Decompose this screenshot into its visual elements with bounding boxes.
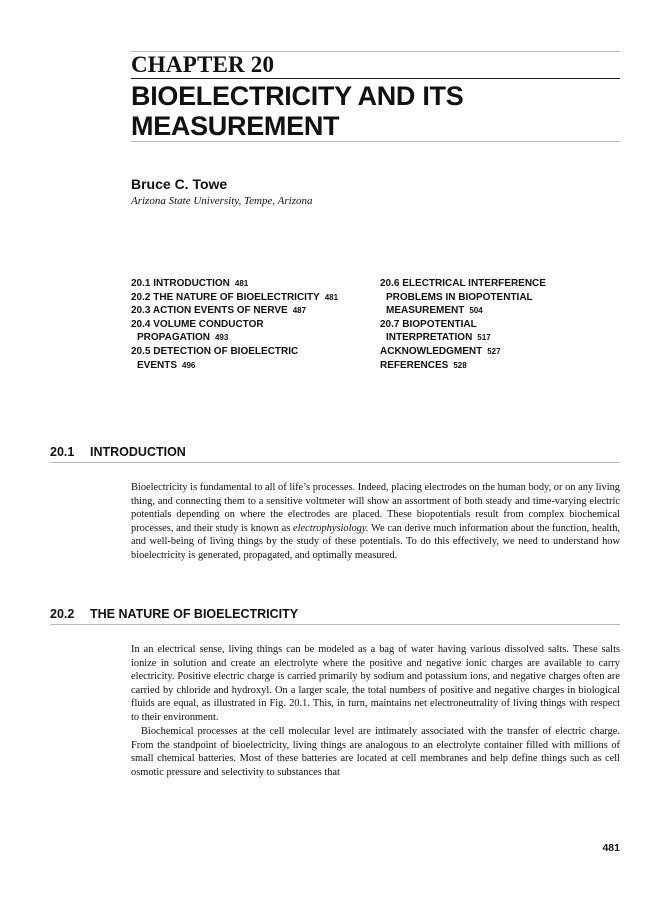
toc-left-column <box>131 277 371 372</box>
nature-paragraph-1: In an electrical sense, living things can be modeled as a bag of water having various dissolved salts. These salts ionize in solution and create an electrolyte where the positive and negative ionic charges are available to carry electricity. Positive electric charge is carried primarily by sodium and potassium ions, and negative charges often are carried by chloride and hydroxyl. On a larger scale, the total numbers of positive and negative charges in biological fluids are equal, as illustrated in Fig. 20.1. This, in turn, maintains net electroneutrality of living things with respect to their environment. <box>131 644 620 723</box>
section-title: THE NATURE OF BIOELECTRICITY <box>90 607 299 621</box>
toc-cont-text: EVENTS <box>137 359 178 371</box>
toc-page: 528 <box>453 360 467 370</box>
toc-page: 481 <box>234 279 249 288</box>
section-number: 20.2 <box>50 607 75 621</box>
toc-cont-text: MEASUREMENT <box>386 305 465 317</box>
toc-page: 487 <box>292 306 307 316</box>
toc-label: 20.2 THE NATURE OF BIOELECTRICITY <box>131 291 320 303</box>
toc-entry[interactable] <box>131 345 371 372</box>
toc-entry[interactable] <box>380 345 620 359</box>
toc-page: 527 <box>487 346 501 356</box>
toc-label: 20.4 VOLUME CONDUCTOR <box>131 318 264 330</box>
section-heading-introduction <box>50 445 620 463</box>
toc-label: 20.7 BIOPOTENTIAL <box>380 318 477 330</box>
toc-cont-text: PROPAGATION <box>137 332 210 344</box>
chapter-title-line-2: MEASUREMENT <box>131 111 340 141</box>
introduction-paragraph <box>131 481 620 563</box>
toc-entry[interactable] <box>131 304 371 318</box>
title-bottom-rule <box>131 141 620 142</box>
toc-page: 517 <box>477 333 491 343</box>
toc-entry[interactable] <box>131 318 371 345</box>
toc-entry[interactable] <box>380 359 620 373</box>
paragraph-text: We can derive much information about the function, health, and well-being of living things by the study of these potentials. To do this effectively, we need to understand how bioelectricity is generated, propagated, and optimally measured. <box>131 522 621 561</box>
toc-label: REFERENCES <box>380 359 449 371</box>
toc-entry[interactable] <box>380 318 620 345</box>
toc-label: 20.6 ELECTRICAL INTERFERENCE <box>380 278 546 289</box>
toc-page: 504 <box>469 306 483 316</box>
toc-label-continued <box>380 304 620 318</box>
toc-cont-text: INTERPRETATION <box>386 332 473 344</box>
toc-page: 496 <box>182 360 196 370</box>
toc-label-continued: PROBLEMS IN BIOPOTENTIAL <box>386 291 533 303</box>
page-number: 481 <box>602 842 620 854</box>
toc-right-column <box>380 277 620 372</box>
author-affiliation: Arizona State University, Tempe, Arizona <box>131 195 313 207</box>
nature-paragraph-2: Biochemical processes at the cell molecular level are intimately associated with the transfer of electric charge. From the standpoint of bioelectricity, living things are analogous to an electrolyte container filled with millions of small chemical batteries. Most of these batteries are located at cell membranes and help define things such as cell osmotic pressure and selectivity to substances that <box>131 726 620 778</box>
toc-page: 493 <box>214 333 229 343</box>
toc-label: 20.3 ACTION EVENTS OF NERVE <box>131 305 288 317</box>
section-title: INTRODUCTION <box>90 445 186 459</box>
toc-label: 20.5 DETECTION OF BIOELECTRIC <box>131 345 299 357</box>
chapter-title-line-1: BIOELECTRICITY AND ITS <box>131 81 464 111</box>
chapter-rule <box>131 78 620 79</box>
section-number: 20.1 <box>50 445 75 459</box>
toc-label-continued <box>380 331 620 345</box>
author-name: Bruce C. Towe <box>131 176 228 192</box>
toc-page: 481 <box>324 292 339 302</box>
emphasized-term: electrophysiology. <box>292 522 369 534</box>
toc-label: 20.1 INTRODUCTION <box>131 278 230 289</box>
toc-entry[interactable] <box>131 277 371 291</box>
paragraph-text: Bioelectricity is fundamental to all of life’s processes. Indeed, placing electrodes on the human body, or on any living thing, and connecting them to a sensitive voltmeter will show an assortment of both steady and time-varying electric potentials depending on where the electrodes are placed. These biopotentials result from complex biochemical processes, and their study is known as <box>131 482 620 534</box>
toc-label-continued <box>131 359 371 373</box>
toc-entry[interactable] <box>380 277 620 318</box>
toc-label-continued <box>131 331 371 345</box>
toc-entry[interactable] <box>131 291 371 305</box>
chapter-title <box>131 81 620 141</box>
toc-label: ACKNOWLEDGMENT <box>380 345 483 357</box>
chapter-label: CHAPTER 20 <box>131 52 275 77</box>
section-heading-nature-of-bioelectricity <box>50 607 620 625</box>
